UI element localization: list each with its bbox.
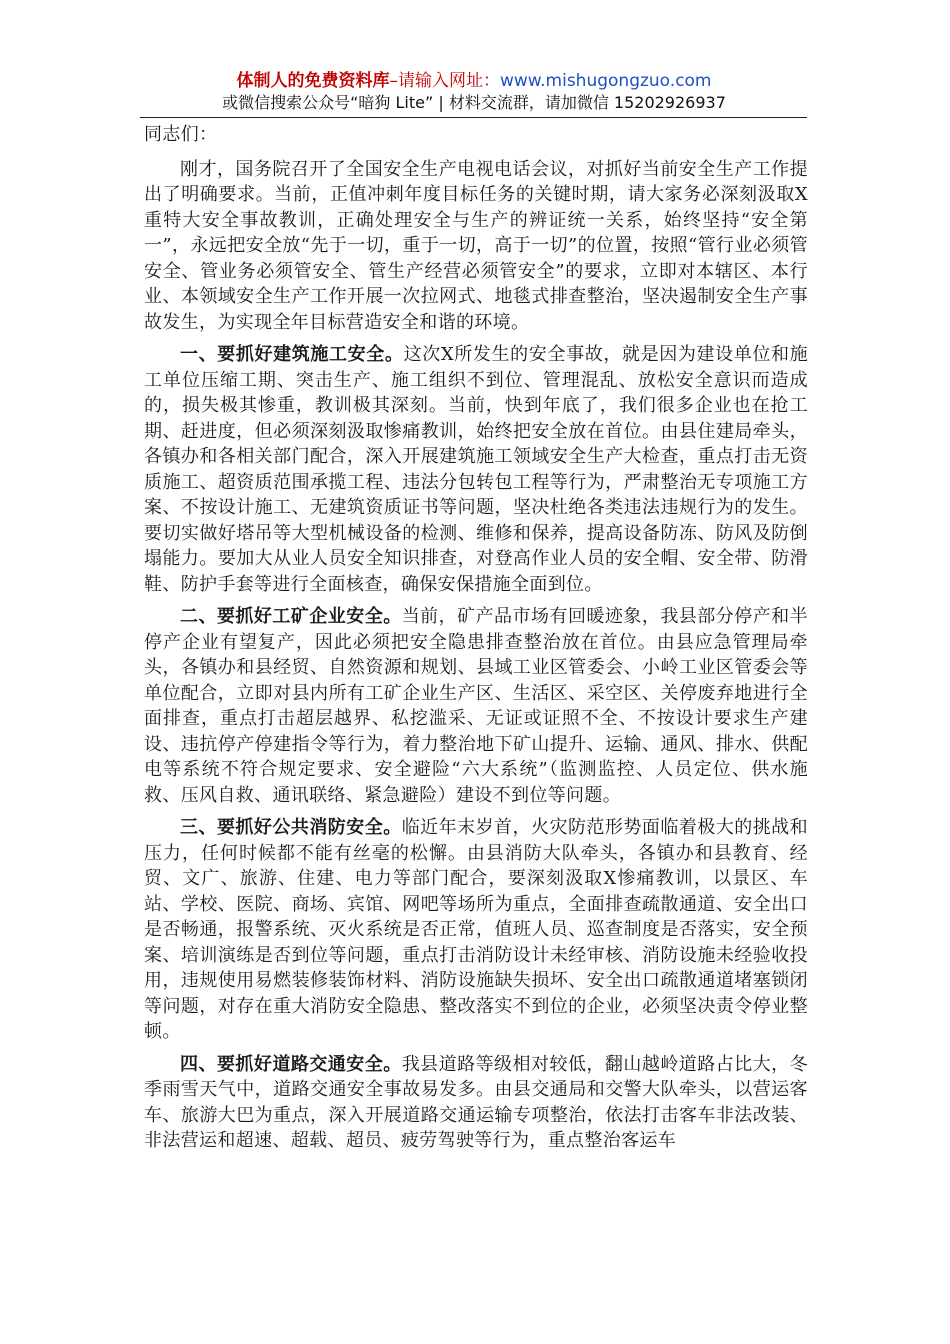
header-promo-line bbox=[140, 70, 808, 92]
section-heading: 四、要抓好道路交通安全。 bbox=[180, 1053, 402, 1075]
section-paragraph-fire bbox=[144, 815, 808, 1045]
section-text: 这次X所发生的安全事故，就是因为建设单位和施工单位压缩工期、突击生产、施工组织不到位、管理混乱、放松安全意识而造成的，损失极其惨重，教训极其深刻。当前，快到年底了，我们很多企业也在抢工期、赶进度，但必须深刻汲取惨痛教训，始终把安全放在首位。由县住建局牵头，各镇办和各相关部门配合，深入开展建筑施工领域安全生产大检查，重点打击无资质施工、超资质范围承揽工程、违法分包转包工程等行为，严肃整治无专项施工方案、不按设计施工、无建筑资质证书等问题，坚决杜绝各类违法违规行为的发生。要切实做好塔吊等大型机械设备的检测、维修和保养，提高设备防冻、防风及防倒塌能力。要加大从业人员安全知识排查，对登高作业人员的安全帽、安全带、防滑鞋、防护手套等进行全面核查，确保安保措施全面到位。 bbox=[144, 344, 808, 595]
header-contact-line: 或微信搜索公众号“暗狗 Lite” | 材料交流群，请加微信 15202926937 bbox=[222, 93, 726, 112]
section-paragraph-construction bbox=[144, 342, 808, 597]
section-paragraph-traffic bbox=[144, 1052, 808, 1154]
header-prompt: –请输入网址： bbox=[389, 71, 500, 91]
header-divider bbox=[140, 117, 807, 118]
section-heading: 三、要抓好公共消防安全。 bbox=[180, 817, 402, 838]
section-paragraph-mining bbox=[144, 604, 808, 808]
intro-paragraph: 刚才，国务院召开了全国安全生产电视电话会议，对抓好当前安全生产工作提出了明确要求。当前，正值冲刺年度目标任务的关键时期，请大家务必深刻汲取X重特大安全事故教训，正确处理安全与生产的辨证统一关系，始终坚持“安全第一”，永远把安全放“先于一切，重于一切，高于一切”的位置，按照“管行业必须管安全、管业务必须管安全、管生产经营必须管安全”的要求，立即对本辖区、本行业、本领域安全生产工作开展一次拉网式、地毯式排查整治，坚决遏制安全生产事故发生，为实现全年目标营造安全和谐的环境。 bbox=[144, 158, 808, 333]
salutation: 同志们： bbox=[144, 124, 218, 145]
section-heading: 一、要抓好建筑施工安全。 bbox=[180, 344, 404, 365]
section-text: 临近年末岁首，火灾防范形势面临着极大的挑战和压力，任何时候都不能有丝毫的松懈。由县消防大队牵头，各镇办和县教育、经贸、文广、旅游、住建、电力等部门配合，要深刻汲取X惨痛教训，以景区、车站、学校、医院、商场、宾馆、网吧等场所为重点，全面排查疏散通道、安全出口是否畅通，报警系统、灭火系统是否正常，值班人员、巡查制度是否落实，安全预案、培训演练是否到位等问题，重点打击消防设计未经审核、消防设施未经验收投用，违规使用易燃装修装饰材料、消防设施缺失损坏、安全出口疏散通道堵塞锁闭等问题，对存在重大消防安全隐患、整改落实不到位的企业，必须坚决责令停业整顿。 bbox=[144, 817, 808, 1042]
section-text: 我县道路等级相对较低，翻山越岭道路占比大，冬季雨雪天气中，道路交通安全事故易发多。由县交通局和交警大队牵头，以营运客车、旅游大巴为重点，深入开展道路交通运输专项整治，依法打击客车非法改装、非法营运和超速、超载、超员、疲劳驾驶等行为，重点整治客运车 bbox=[144, 1053, 808, 1151]
page-header bbox=[140, 70, 808, 114]
section-heading: 二、要抓好工矿企业安全。 bbox=[180, 606, 402, 627]
header-site-title: 体制人的免费资料库 bbox=[236, 71, 390, 91]
header-url-link[interactable]: www.mishugongzuo.com bbox=[499, 71, 712, 91]
section-text: 当前，矿产品市场有回暖迹象，我县部分停产和半停产企业有望复产，因此必须把安全隐患排查整治放在首位。由县应急管理局牵头，各镇办和县经贸、自然资源和规划、县域工业区管委会、小岭工业区管委会等单位配合，立即对县内所有工矿企业生产区、生活区、采空区、关停废弃地进行全面排查，重点打击超层越界、私挖滥采、无证或证照不全、不按设计要求生产建设、违抗停产停建指令等行为，着力整治地下矿山提升、运输、通风、排水、供配电等系统不符合规定要求、安全避险“六大系统”（监测监控、人员定位、供水施救、压风自救、通讯联络、紧急避险）建设不到位等问题。 bbox=[144, 606, 808, 806]
document-body bbox=[144, 122, 808, 1161]
